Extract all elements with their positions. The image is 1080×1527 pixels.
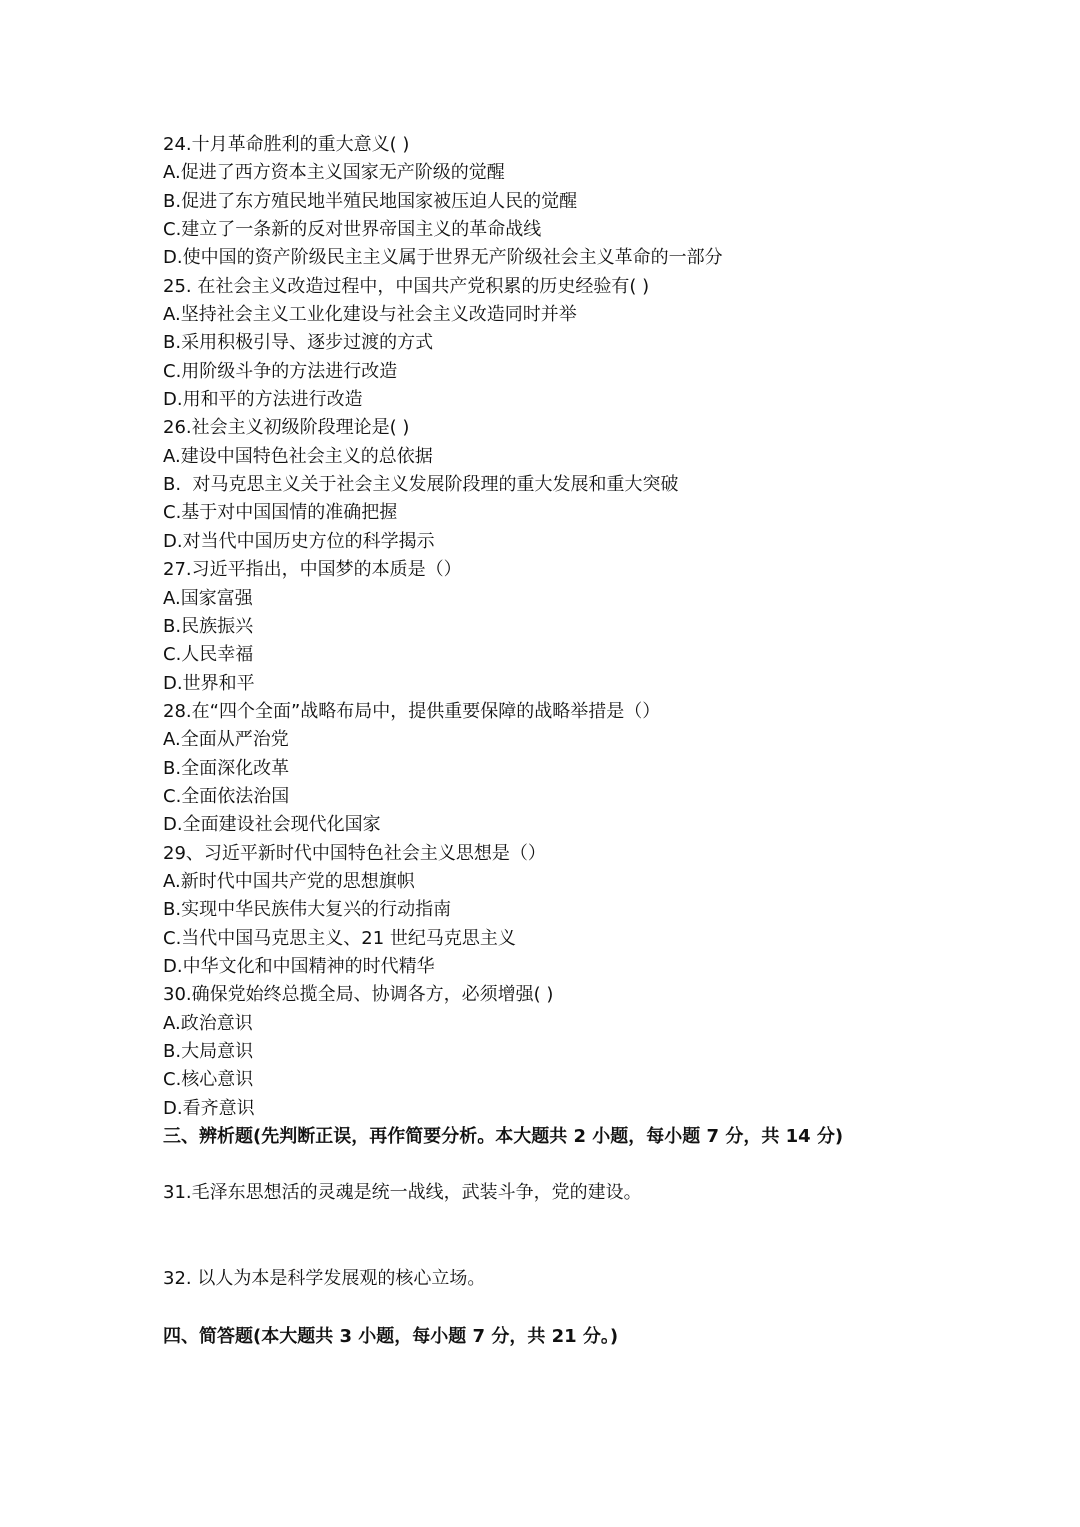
question-stem: 25. 在社会主义改造过程中，中国共产党积累的历史经验有( ) [163, 275, 650, 297]
question-stem: 30.确保党始终总揽全局、协调各方，必须增强( ) [163, 984, 554, 1006]
spacer [163, 1151, 1023, 1179]
option-d: D.中华文化和中国精神的时代精华 [163, 955, 435, 977]
question-stem: 27.习近平指出，中国梦的本质是（） [163, 559, 462, 581]
option-d: D.全面建设社会现代化国家 [163, 814, 381, 836]
option-b: B.采用积极引导、逐步过渡的方式 [163, 332, 434, 354]
option-a: A.建设中国特色社会主义的总依据 [163, 445, 433, 467]
option-b: B.民族振兴 [163, 615, 254, 637]
question-stem: 29、习近平新时代中国特色社会主义思想是（） [163, 842, 546, 864]
exam-content [163, 131, 1023, 1351]
answer-space [163, 1208, 1023, 1265]
question-stem: 28.在“四个全面”战略布局中，提供重要保障的战略举措是（） [163, 700, 661, 722]
option-b: B.实现中华民族伟大复兴的行动指南 [163, 899, 452, 921]
question-stem: 26.社会主义初级阶段理论是( ) [163, 417, 410, 439]
option-d: D.使中国的资产阶级民主主义属于世界无产阶级社会主义革命的一部分 [163, 247, 723, 269]
option-a: A.促进了西方资本主义国家无产阶级的觉醒 [163, 162, 505, 184]
section-heading-short-answer: 四、简答题(本大题共 3 小题，每小题 7 分，共 21 分。) [163, 1326, 619, 1348]
option-c: C.全面依法治国 [163, 785, 290, 807]
option-a: A.坚持社会主义工业化建设与社会主义改造同时并举 [163, 304, 577, 326]
option-a: A.政治意识 [163, 1012, 253, 1034]
question-stem: 24.十月革命胜利的重大意义( ) [163, 134, 410, 155]
option-b: B.全面深化改革 [163, 757, 290, 779]
question-31: 31.毛泽东思想活的灵魂是统一战线，武装斗争，党的建设。 [163, 1182, 642, 1204]
option-d: D.世界和平 [163, 672, 255, 694]
option-d: D.用和平的方法进行改造 [163, 389, 363, 411]
option-d: D.看齐意识 [163, 1097, 255, 1119]
option-c: C.核心意识 [163, 1069, 254, 1091]
option-c: C.建立了一条新的反对世界帝国主义的革命战线 [163, 219, 542, 241]
option-c: C.人民幸福 [163, 644, 254, 666]
section-heading-analysis: 三、辨析题(先判断正误，再作简要分析。本大题共 2 小题，每小题 7 分，共 14 分) [163, 1126, 844, 1148]
option-c: C.基于对中国国情的准确把握 [163, 502, 398, 524]
answer-space [163, 1293, 1023, 1323]
option-b: B. 对马克思主义关于社会主义发展阶段理的重大发展和重大突破 [163, 474, 679, 496]
option-b: B.大局意识 [163, 1041, 254, 1062]
option-a: A.新时代中国共产党的思想旗帜 [163, 870, 415, 892]
question-32: 32. 以人为本是科学发展观的核心立场。 [163, 1267, 486, 1289]
option-b: B.促进了东方殖民地半殖民地国家被压迫人民的觉醒 [163, 190, 578, 212]
option-d: D.对当代中国历史方位的科学揭示 [163, 530, 435, 552]
option-c: C.当代中国马克思主义、21 世纪马克思主义 [163, 927, 516, 949]
option-a: A.国家富强 [163, 587, 253, 609]
option-a: A.全面从严治党 [163, 729, 289, 751]
option-c: C.用阶级斗争的方法进行改造 [163, 360, 398, 382]
